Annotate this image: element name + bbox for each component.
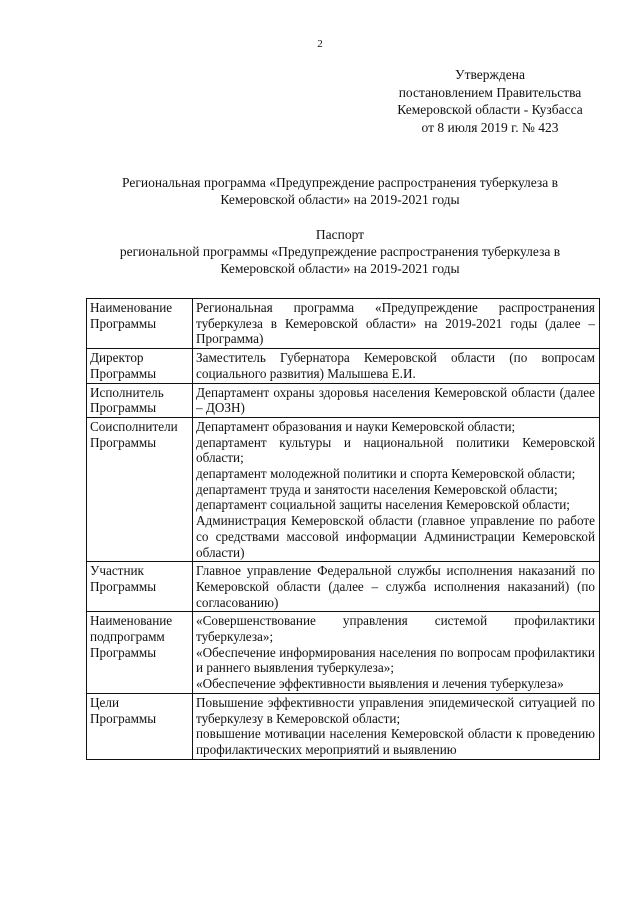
row-value-paragraph: «Совершенствование управления системой профилактики туберкулеза»; — [196, 613, 595, 645]
table-row — [87, 417, 600, 561]
row-value-paragraph: Региональная программа «Предупреждение распространения туберкулеза в Кемеровской области» на 2019-2021 годы (далее – Программа) — [196, 300, 595, 347]
row-name-line: подпрограмм — [90, 629, 165, 645]
approval-line: от 8 июля 2019 г. № 423 — [421, 119, 559, 135]
row-value-cell — [193, 693, 600, 759]
row-value-paragraph: Департамент охраны здоровья населения Кемеровской области (далее – ДОЗН) — [196, 384, 595, 416]
row-value-paragraph: департамент культуры и национальной политики Кемеровской области; — [196, 434, 595, 466]
row-name-line: Наименование — [90, 613, 173, 629]
table-row — [87, 383, 600, 417]
row-value-cell — [193, 417, 600, 561]
passport-subtitle-line: Кемеровской области» на 2019-2021 годы — [220, 261, 460, 276]
program-title — [80, 174, 600, 208]
row-name-line: Наименование — [90, 300, 173, 315]
passport-heading — [80, 226, 600, 277]
row-name-cell — [87, 562, 193, 612]
row-name-cell — [87, 299, 193, 349]
row-value-paragraph: Департамент образования и науки Кемеровской области; — [196, 418, 516, 434]
row-value-cell — [193, 562, 600, 612]
row-name-line: Участник — [90, 563, 144, 579]
row-value-paragraph: Повышение эффективности управления эпидемической ситуацией по туберкулезу в Кемеровской области; — [196, 694, 595, 726]
row-name-line: Программы — [90, 365, 157, 381]
row-name-cell — [87, 612, 193, 694]
row-name-line: Программы — [90, 434, 157, 450]
row-name-cell — [87, 349, 193, 383]
approval-line: постановлением Правительства — [398, 84, 582, 100]
row-name-cell — [87, 383, 193, 417]
row-value-cell — [193, 349, 600, 383]
approval-line: Утверждена — [455, 67, 525, 82]
row-value-paragraph: Заместитель Губернатора Кемеровской области (по вопросам социального развития) Малышева Е.И. — [196, 350, 595, 381]
row-value-paragraph: повышение мотивации населения Кемеровской области к проведению профилактических мероприятий и выявлению — [196, 726, 595, 757]
table-row — [87, 562, 600, 612]
row-value-paragraph: «Обеспечение информирования населения по вопросам профилактики и раннего выявления туберкулеза»; — [196, 644, 595, 676]
row-value-cell — [193, 299, 600, 349]
table-row — [87, 612, 600, 694]
passport-title: Паспорт — [315, 227, 365, 242]
row-value-paragraph: департамент социальной защиты населения Кемеровской области; — [196, 497, 570, 513]
row-name-line: Цели — [90, 694, 120, 710]
row-name-cell — [87, 693, 193, 759]
row-name-line: Директор — [90, 350, 144, 366]
row-value-paragraph: Администрация Кемеровской области (главное управление по работе со средствами массовой информации Администрации Кемеровской области) — [196, 513, 595, 560]
approval-block — [360, 66, 620, 136]
row-value-cell — [193, 612, 600, 694]
table-row — [87, 299, 600, 349]
row-name-line: Программы — [90, 710, 157, 726]
passport-table — [86, 298, 600, 760]
approval-line: Кемеровской области - Кузбасса — [397, 102, 583, 117]
row-name-line: Исполнитель — [90, 384, 164, 400]
row-name-line: Программы — [90, 400, 157, 416]
row-value-paragraph: Главное управление Федеральной службы исполнения наказаний по Кемеровской области (далее – служба исполнения наказаний) (по согласованию) — [196, 563, 595, 610]
row-name-cell — [87, 417, 193, 561]
program-title-line: Региональная программа «Предупреждение распространения туберкулеза в — [122, 175, 558, 190]
row-name-line: Программы — [90, 315, 157, 331]
program-title-line: Кемеровской области» на 2019-2021 годы — [220, 192, 460, 207]
table-row — [87, 693, 600, 759]
page-number: 2 — [317, 38, 323, 50]
row-value-paragraph: департамент труда и занятости населения Кемеровской области; — [196, 481, 558, 497]
row-value-paragraph: департамент молодежной политики и спорта Кемеровской области; — [196, 466, 576, 482]
row-name-line: Соисполнители — [90, 418, 178, 434]
table-row — [87, 349, 600, 383]
row-name-line: Программы — [90, 578, 157, 594]
passport-table-body — [87, 299, 600, 760]
row-value-paragraph: «Обеспечение эффективности выявления и лечения туберкулеза» — [196, 676, 564, 692]
row-name-line: Программы — [90, 644, 157, 660]
row-value-cell — [193, 383, 600, 417]
passport-subtitle-line: региональной программы «Предупреждение распространения туберкулеза в — [119, 244, 561, 259]
